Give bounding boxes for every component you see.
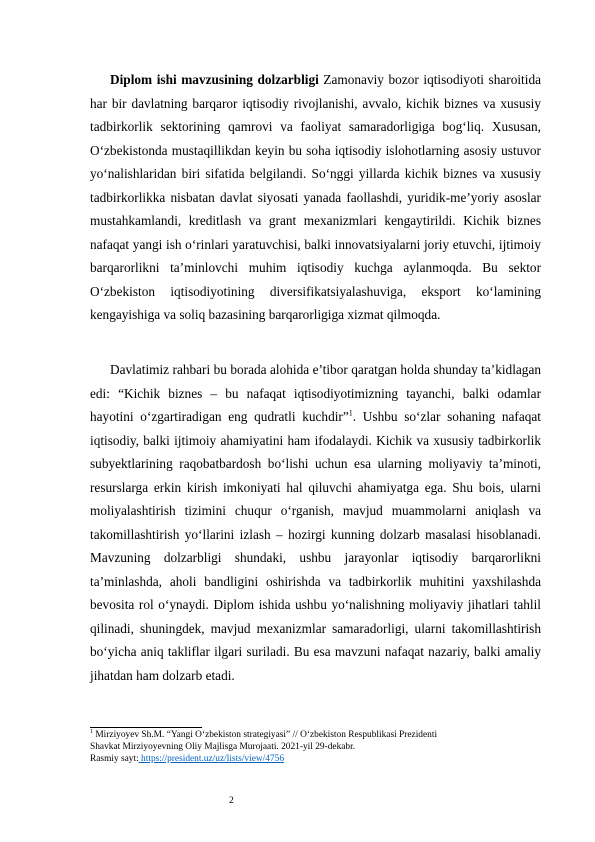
footnote-line-1: $^1$ Mirziyoyev Sh.M. “Yangi O‘zbekiston strategiyasi” // O‘zbekiston Respublikasi Prezidenti	[90, 728, 438, 740]
paragraph-text-a: Davlatimiz rahbari bu borada alohida e’tibor qaratgan holda shunday ta’kidlagan edi: “Kichik biznes – bu nafaqat iqtisodiyotimizning tayanchi, balki odamlar hayotini o‘zgartiradigan eng qudratli kuchdir”	[90, 362, 541, 424]
paragraph-quote	[90, 358, 541, 687]
page-number: 2	[229, 796, 234, 806]
footnote	[90, 729, 550, 766]
footnote-reference[interactable]: 1	[348, 408, 353, 418]
footnote-marker: 1	[90, 728, 93, 735]
paragraph-text-b: . Ushbu so‘zlar sohaning nafaqat iqtisodiy, balki ijtimoiy ahamiyatini ham ifodalaydi. Kichik va xususiy tadbirkorlik subyektlarining raqobatbardosh bo‘lishi uchun esa ularning moliyaviy ta’minoti, resurslarga erkin kirish imkoniyati hal qiluvchi ahamiyatga ega. Shu bois, ularni moliyalashtirish tizimini chuqur o‘rganish, mavjud muammolarni aniqlash va takomillashtirish yo‘llarini izlash – hozirgi kunning dolzarb masalasi hisoblanadi. Mavzuning dolzarbligi shundaki, ushbu jarayonlar iqtisodiy barqarorlikni ta’minlashda, aholi bandligini oshirishda va tadbirkorlik muhitini yaxshilashda bevosita rol o‘ynaydi. Diplom ishida ushbu yo‘nalishning moliyaviy jihatlari tahlil qilinadi, shuningdek, mavjud mexanizmlar samaradorligi, ularni takomillashtirish bo‘yicha aniq takliflar ilgari suriladi. Bu esa mavzuni nafaqat nazariy, balki amaliy jihatdan ham dolzarb etadi.	[90, 409, 541, 683]
footnote-line-3: Rasmiy sayt: https://president.uz/uz/lists/view/4756	[90, 754, 285, 765]
paragraph-relevance	[90, 68, 541, 327]
paragraph-text: Zamonaviy bozor iqtisodiyoti sharoitida har bir davlatning barqaror iqtisodiy rivojlanishi, avvalo, kichik biznes va xususiy tadbirkorlik sektorining qamrovi va faoliyat samaradorligiga bog‘liq. Xususan, O‘zbekistonda mustaqillikdan keyin bu soha iqtisodiy islohotlarning asosiy ustuvor yo‘nalishlaridan biri sifatida belgilandi. So‘nggi yillarda kichik biznes va xususiy tadbirkorlikka nisbatan davlat siyosati yanada faollashdi, yuridik-me’yoriy asoslar mustahkamlandi, kreditlash va grant mexanizmlari kengaytirildi. Kichik biznes nafaqat yangi ish o‘rinlari yaratuvchisi, balki innovatsiyalarni joriy etuvchi, ijtimoiy barqarorlikni ta’minlovchi muhim iqtisodiy kuchga aylanmoqda. Bu sektor O‘zbekiston iqtisodiyotining diversifikatsiyalashuviga, eksport ko‘lamining kengayishiga va soliq bazasining barqarorligiga xizmat qilmoqda.	[90, 72, 541, 322]
footnote-link[interactable]: https://president.uz/uz/lists/view/4756	[138, 754, 285, 765]
footnote-line-2: Shavkat Mirziyoyevning Oliy Majlisga Murojaati. 2021-yil 29-dekabr.	[90, 742, 356, 753]
footnote-separator	[90, 727, 202, 728]
paragraph-heading: Diplom ishi mavzusining dolzarbligi	[110, 72, 319, 87]
